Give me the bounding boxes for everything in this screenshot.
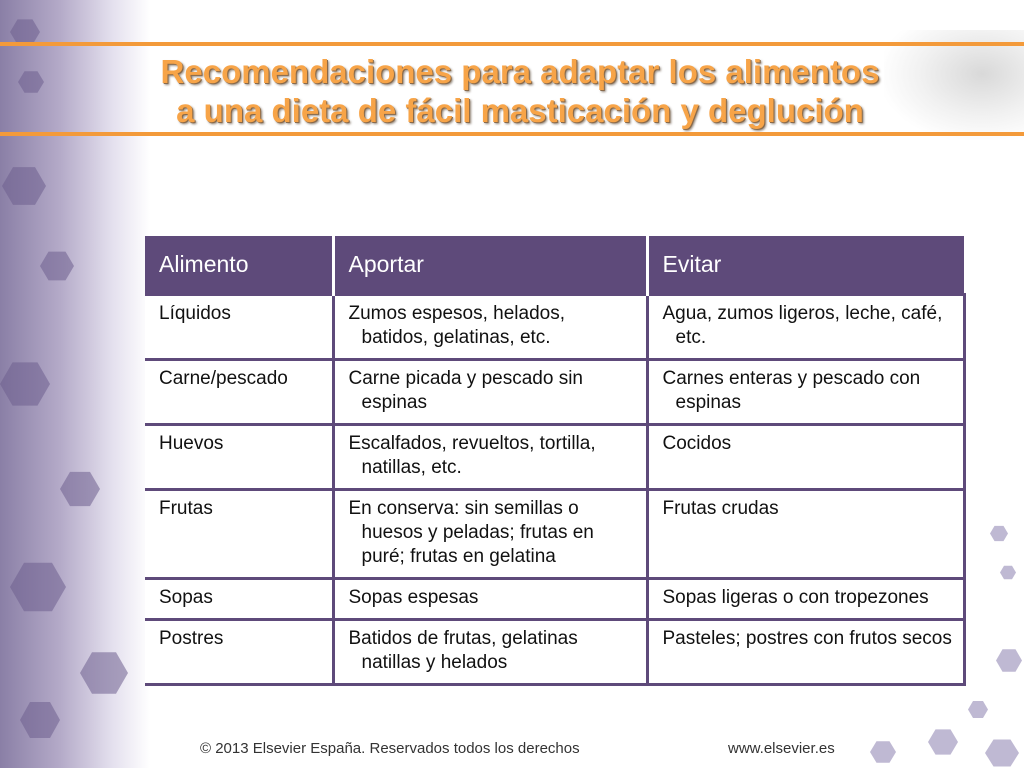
- provide-text: Sopas espesas: [348, 587, 479, 608]
- food-recommendations-table: [145, 236, 966, 686]
- provide-cell: [333, 360, 647, 425]
- avoid-text: Cocidos: [662, 433, 732, 454]
- table-row: [145, 620, 964, 685]
- avoid-cell: [647, 295, 964, 360]
- food-name: Postres: [159, 628, 224, 649]
- provide-text: Escalfados, revueltos, tortilla, natillas, etc.: [348, 433, 596, 478]
- title-top-rule: [0, 42, 1024, 46]
- hexagon-decoration: [996, 648, 1022, 673]
- column-header-aportar: Aportar: [333, 236, 647, 295]
- hexagon-decoration: [1000, 565, 1016, 580]
- title-bottom-rule: [0, 132, 1024, 136]
- avoid-text: Pasteles; postres con frutos secos: [662, 628, 952, 649]
- provide-cell: [333, 490, 647, 579]
- footer-url: www.elsevier.es: [728, 740, 835, 757]
- avoid-cell: [647, 620, 964, 685]
- hexagon-decoration: [10, 560, 66, 614]
- food-name: Carne/pescado: [159, 368, 288, 389]
- avoid-text: Sopas ligeras o con tropezones: [662, 587, 929, 608]
- food-name: Huevos: [159, 433, 224, 454]
- avoid-cell: [647, 490, 964, 579]
- food-name: Líquidos: [159, 303, 231, 324]
- provide-text: Batidos de frutas, gelatinas natillas y helados: [348, 628, 578, 673]
- food-cell: [145, 360, 333, 425]
- hexagon-decoration: [40, 250, 74, 282]
- table-header-row: [145, 236, 964, 295]
- table-row: [145, 425, 964, 490]
- food-cell: [145, 579, 333, 620]
- hexagon-decoration: [870, 740, 896, 764]
- slide-title-line-2: a una dieta de fácil masticación y deglución: [176, 92, 864, 129]
- provide-text: En conserva: sin semillas o huesos y peladas; frutas en puré; frutas en gelatina: [348, 498, 594, 567]
- avoid-cell: [647, 579, 964, 620]
- table-row: [145, 490, 964, 579]
- avoid-text: Carnes enteras y pescado con espinas: [662, 368, 921, 413]
- food-cell: [145, 425, 333, 490]
- food-cell: [145, 490, 333, 579]
- hexagon-decoration: [80, 650, 128, 696]
- food-name: Sopas: [159, 587, 213, 608]
- avoid-text: Frutas crudas: [662, 498, 779, 519]
- food-name: Frutas: [159, 498, 213, 519]
- footer-copyright: © 2013 Elsevier España. Reservados todos los derechos: [200, 740, 580, 757]
- table-row: [145, 579, 964, 620]
- column-header-alimento: Alimento: [145, 236, 333, 295]
- provide-cell: [333, 425, 647, 490]
- hexagon-decoration: [60, 470, 100, 508]
- avoid-cell: [647, 425, 964, 490]
- food-cell: [145, 620, 333, 685]
- hexagon-decoration: [0, 360, 50, 408]
- hexagon-decoration: [985, 738, 1019, 768]
- table-row: [145, 360, 964, 425]
- avoid-cell: [647, 360, 964, 425]
- provide-cell: [333, 620, 647, 685]
- hexagon-decoration: [928, 728, 958, 756]
- column-header-evitar: Evitar: [647, 236, 964, 295]
- hexagon-decoration: [968, 700, 988, 719]
- slide-title: [80, 52, 960, 130]
- table-row: [145, 295, 964, 360]
- provide-text: Zumos espesos, helados, batidos, gelatinas, etc.: [348, 303, 566, 348]
- food-cell: [145, 295, 333, 360]
- title-band: [0, 42, 1024, 140]
- provide-text: Carne picada y pescado sin espinas: [348, 368, 583, 413]
- hexagon-decoration: [990, 525, 1008, 542]
- provide-cell: [333, 295, 647, 360]
- avoid-text: Agua, zumos ligeros, leche, café, etc.: [662, 303, 943, 348]
- slide-title-line-1: Recomendaciones para adaptar los alimentos: [160, 53, 880, 90]
- provide-cell: [333, 579, 647, 620]
- hexagon-decoration: [20, 700, 60, 740]
- hexagon-decoration: [2, 165, 46, 207]
